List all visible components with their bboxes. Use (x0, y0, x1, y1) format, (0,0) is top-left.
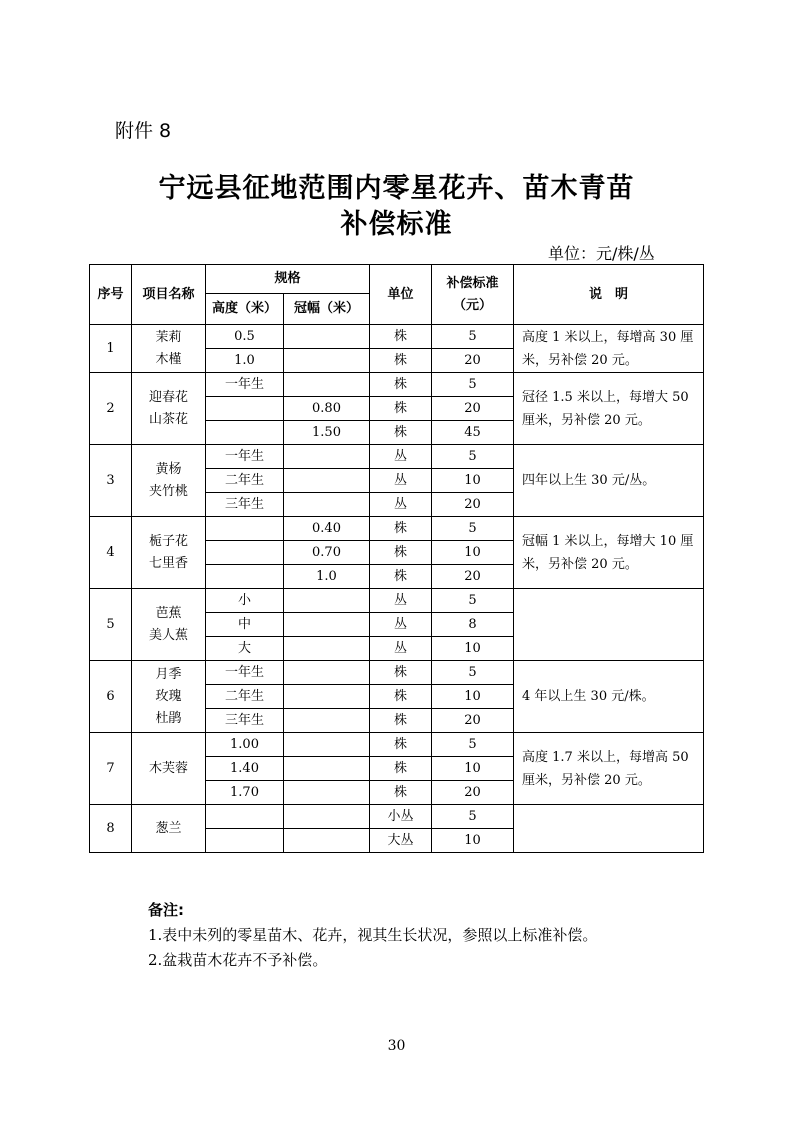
height-cell (206, 397, 284, 421)
height-cell (206, 829, 284, 853)
table-row (90, 517, 704, 541)
unit-note: 单位：元/株/丛 (548, 244, 655, 263)
height-cell: 二年生 (206, 685, 284, 709)
unit-cell: 株 (370, 661, 432, 685)
crown-cell (284, 373, 370, 397)
height-cell: 1.00 (206, 733, 284, 757)
seq-cell: 6 (90, 661, 132, 733)
value-cell: 20 (432, 493, 514, 517)
unit-cell: 株 (370, 541, 432, 565)
value-cell: 5 (432, 733, 514, 757)
height-cell: 1.70 (206, 781, 284, 805)
item-name: 木芙蓉 (148, 760, 188, 776)
note-cell: 4 年以上生 30 元/株。 (514, 661, 704, 733)
value-cell: 20 (432, 565, 514, 589)
header-standard (432, 265, 514, 325)
note-cell: 冠幅 1 米以上，每增大 10 厘米，另补偿 20 元。 (514, 517, 704, 589)
remarks-title: 备注: (148, 901, 184, 919)
value-cell: 5 (432, 373, 514, 397)
crown-cell (284, 685, 370, 709)
unit-cell: 株 (370, 517, 432, 541)
seq-cell: 5 (90, 589, 132, 661)
name-cell (132, 589, 206, 661)
height-cell: 一年生 (206, 373, 284, 397)
value-cell: 5 (432, 517, 514, 541)
height-cell (206, 541, 284, 565)
crown-cell: 0.80 (284, 397, 370, 421)
unit-cell: 丛 (370, 469, 432, 493)
unit-cell: 株 (370, 325, 432, 349)
seq-cell: 8 (90, 805, 132, 853)
unit-cell: 株 (370, 349, 432, 373)
value-cell: 10 (432, 685, 514, 709)
item-name: 月季 (155, 666, 182, 682)
value-cell: 5 (432, 325, 514, 349)
unit-cell: 丛 (370, 445, 432, 469)
height-cell: 二年生 (206, 469, 284, 493)
value-cell: 20 (432, 349, 514, 373)
header-name: 项目名称 (132, 265, 206, 325)
height-cell: 一年生 (206, 445, 284, 469)
value-cell: 5 (432, 805, 514, 829)
unit-cell: 丛 (370, 589, 432, 613)
height-cell: 1.40 (206, 757, 284, 781)
crown-cell (284, 325, 370, 349)
crown-cell (284, 733, 370, 757)
unit-cell: 株 (370, 781, 432, 805)
name-cell (132, 805, 206, 853)
note-cell: 高度 1 米以上，每增高 30 厘米，另补偿 20 元。 (514, 325, 704, 373)
name-cell (132, 373, 206, 445)
crown-cell: 1.0 (284, 565, 370, 589)
table-row (90, 445, 704, 469)
seq-cell: 3 (90, 445, 132, 517)
seq-cell: 7 (90, 733, 132, 805)
item-name: 芭蕉 (155, 605, 182, 621)
remark-item: 2.盆栽苗木花卉不予补偿。 (148, 951, 328, 969)
item-name: 山茶花 (148, 411, 188, 427)
name-cell (132, 445, 206, 517)
item-name: 玫瑰 (155, 688, 182, 704)
value-cell: 10 (432, 829, 514, 853)
item-name: 迎春花 (148, 389, 188, 405)
item-name: 葱兰 (155, 820, 182, 836)
height-cell: 大 (206, 637, 284, 661)
value-cell: 20 (432, 781, 514, 805)
header-height: 高度（米） (206, 294, 284, 325)
remarks-section (148, 898, 597, 973)
crown-cell (284, 637, 370, 661)
value-cell: 45 (432, 421, 514, 445)
note-cell: 冠径 1.5 米以上，每增大 50 厘米，另补偿 20 元。 (514, 373, 704, 445)
height-cell: 中 (206, 613, 284, 637)
value-cell: 10 (432, 541, 514, 565)
header-standard-line2: （元） (453, 297, 493, 313)
height-cell: 一年生 (206, 661, 284, 685)
item-name: 杜鹃 (155, 710, 182, 726)
crown-cell: 0.70 (284, 541, 370, 565)
crown-cell (284, 613, 370, 637)
height-cell (206, 565, 284, 589)
table-row (90, 733, 704, 757)
item-name: 木槿 (155, 351, 182, 367)
unit-cell: 株 (370, 709, 432, 733)
document-title-line1: 宁远县征地范围内零星花卉、苗木青苗 (158, 173, 635, 204)
seq-cell: 1 (90, 325, 132, 373)
name-cell (132, 661, 206, 733)
crown-cell (284, 805, 370, 829)
height-cell: 0.5 (206, 325, 284, 349)
crown-cell (284, 829, 370, 853)
item-name: 夹竹桃 (148, 483, 188, 499)
name-cell (132, 325, 206, 373)
crown-cell (284, 589, 370, 613)
value-cell: 5 (432, 661, 514, 685)
table-row (90, 805, 704, 829)
unit-cell: 丛 (370, 613, 432, 637)
crown-cell: 0.40 (284, 517, 370, 541)
header-note: 说 明 (514, 265, 704, 325)
table-row (90, 589, 704, 613)
name-cell (132, 733, 206, 805)
header-crown: 冠幅（米） (284, 294, 370, 325)
value-cell: 5 (432, 589, 514, 613)
note-cell: 高度 1.7 米以上，每增高 50 厘米，另补偿 20 元。 (514, 733, 704, 805)
height-cell: 1.0 (206, 349, 284, 373)
table-row (90, 325, 704, 349)
seq-cell: 2 (90, 373, 132, 445)
item-name: 黄杨 (155, 461, 182, 477)
table-row (90, 661, 704, 685)
unit-cell: 株 (370, 373, 432, 397)
height-cell: 三年生 (206, 493, 284, 517)
height-cell (206, 805, 284, 829)
value-cell: 10 (432, 757, 514, 781)
note-cell: 四年以上生 30 元/丛。 (514, 445, 704, 517)
document-title-line2: 补偿标准 (340, 209, 453, 240)
header-unit: 单位 (370, 265, 432, 325)
crown-cell (284, 469, 370, 493)
compensation-table (89, 264, 704, 853)
note-cell (514, 805, 704, 853)
unit-cell: 株 (370, 565, 432, 589)
unit-cell: 株 (370, 421, 432, 445)
header-spec: 规格 (206, 265, 370, 294)
value-cell: 20 (432, 709, 514, 733)
crown-cell (284, 661, 370, 685)
remark-item: 1.表中未列的零星苗木、花卉，视其生长状况，参照以上标准补偿。 (148, 926, 598, 944)
header-standard-line1: 补偿标准 (446, 275, 499, 291)
value-cell: 5 (432, 445, 514, 469)
item-name: 七里香 (148, 555, 188, 571)
unit-cell: 株 (370, 733, 432, 757)
unit-cell: 丛 (370, 493, 432, 517)
item-name: 茉莉 (155, 329, 182, 345)
value-cell: 10 (432, 637, 514, 661)
header-seq: 序号 (90, 265, 132, 325)
crown-cell (284, 757, 370, 781)
value-cell: 10 (432, 469, 514, 493)
unit-cell: 小丛 (370, 805, 432, 829)
crown-cell (284, 349, 370, 373)
crown-cell (284, 781, 370, 805)
height-cell (206, 517, 284, 541)
note-cell (514, 589, 704, 661)
crown-cell (284, 709, 370, 733)
seq-cell: 4 (90, 517, 132, 589)
item-name: 栀子花 (148, 533, 188, 549)
unit-cell: 株 (370, 397, 432, 421)
unit-cell: 株 (370, 685, 432, 709)
crown-cell (284, 445, 370, 469)
unit-cell: 大丛 (370, 829, 432, 853)
height-cell: 三年生 (206, 709, 284, 733)
unit-cell: 株 (370, 757, 432, 781)
crown-cell: 1.50 (284, 421, 370, 445)
attachment-label: 附件 8 (115, 120, 172, 142)
item-name: 美人蕉 (148, 627, 188, 643)
unit-cell: 丛 (370, 637, 432, 661)
value-cell: 20 (432, 397, 514, 421)
name-cell (132, 517, 206, 589)
table-row (90, 373, 704, 397)
crown-cell (284, 493, 370, 517)
height-cell: 小 (206, 589, 284, 613)
height-cell (206, 421, 284, 445)
value-cell: 8 (432, 613, 514, 637)
page-number: 30 (387, 1038, 406, 1054)
